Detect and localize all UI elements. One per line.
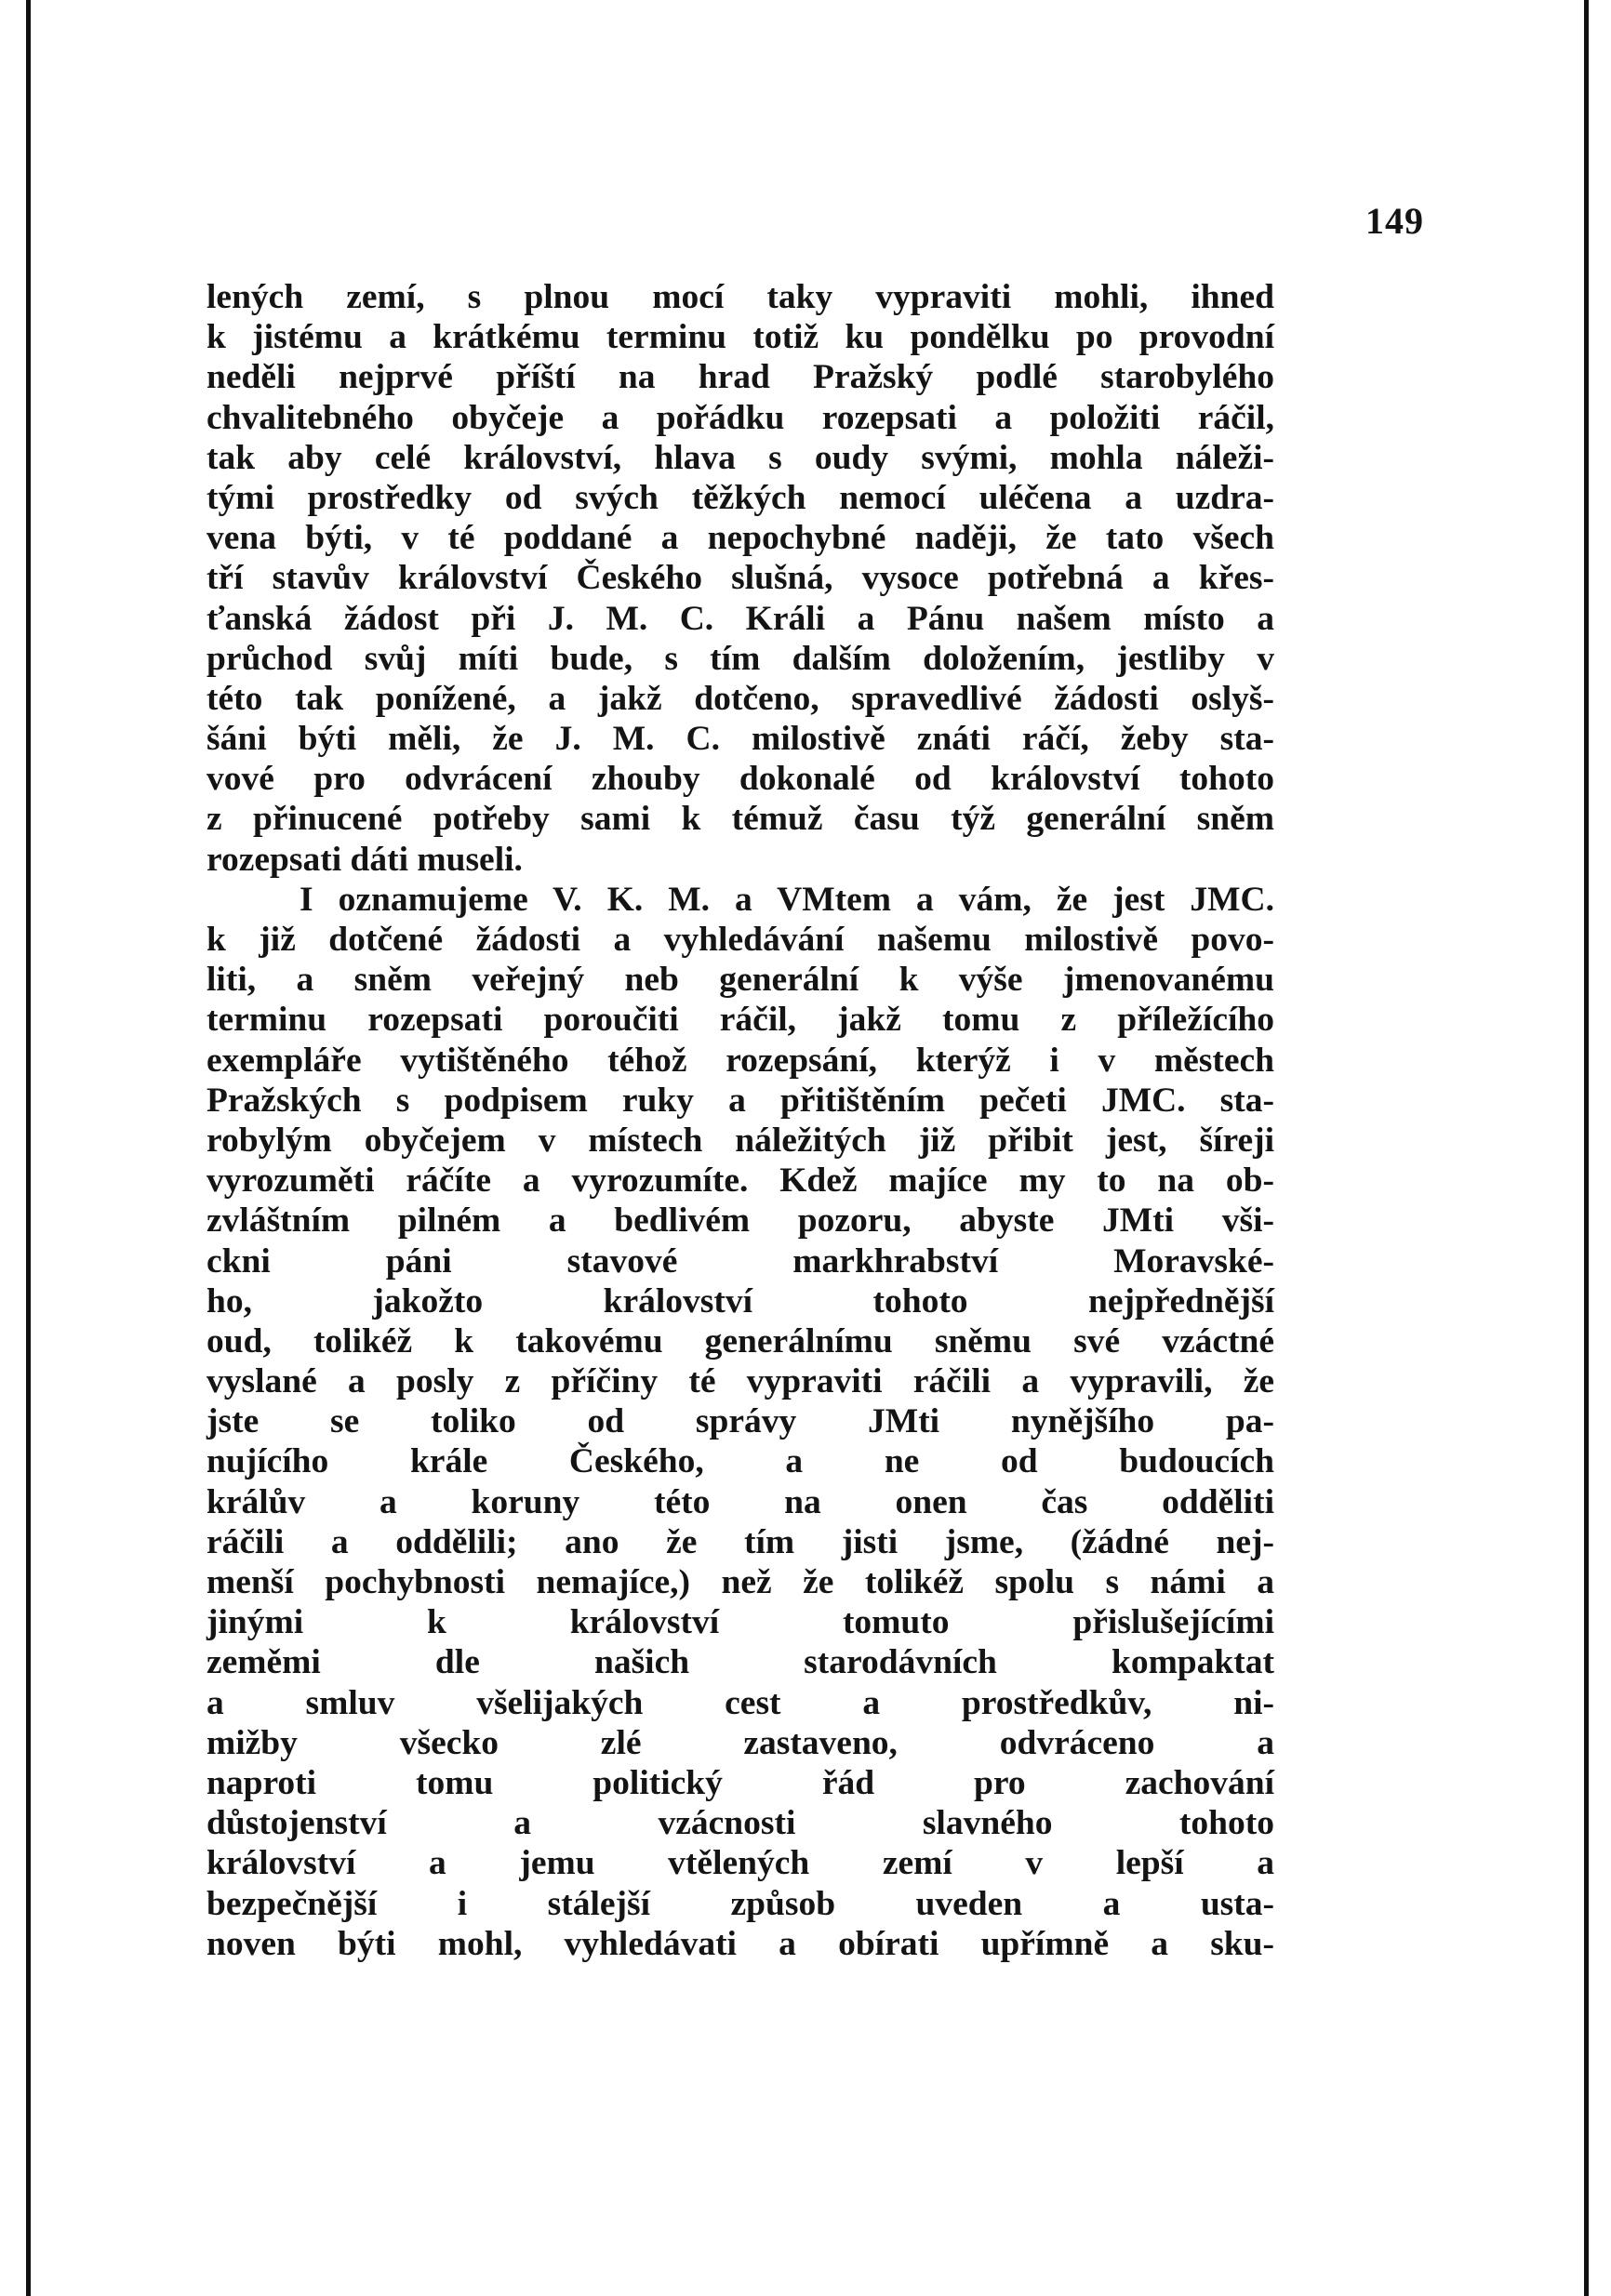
text-line: terminu rozepsati poroučiti ráčil, jakž tomu z příležícího [206,1001,1274,1040]
text-line: chvalitebného obyčeje a pořádku rozepsati a položiti ráčil, [206,398,1274,437]
text-line-paragraph-end: rozepsati dáti museli. [206,840,523,879]
text-line: vyrozuměti ráčíte a vyrozumíte. Kdež majíce my to na ob- [206,1161,1274,1201]
text-line: menší pochybnosti nemajíce,) než že tolikéž spolu s námi a [206,1563,1274,1601]
text-line: oud, tolikéž k takovému generálnímu sněmu své vzáctné [206,1321,1274,1360]
text-line: jinými k království tomuto přislušejícími [206,1603,1274,1642]
text-line: vena býti, v té poddané a nepochybné naději, že tato všech [206,519,1274,558]
text-line: robylým obyčejem v místech náležitých již přibit jest, šíreji [206,1121,1274,1160]
text-line: noven býti mohl, vyhledávati a obírati upřímně a sku- [206,1924,1274,1963]
text-line: důstojenství a vzácnosti slavného tohoto [206,1804,1274,1843]
text-line: neděli nejprvé příští na hrad Pražský podlé starobylého [206,358,1274,397]
text-line: bezpečnější i stálejší způsob uveden a usta- [206,1884,1274,1923]
text-line: mižby všecko zlé zastaveno, odvráceno a [206,1723,1274,1762]
text-line: ráčili a oddělili; ano že tím jisti jsme, (žádné nej- [206,1522,1274,1561]
text-line: k již dotčené žádosti a vyhledávání našemu milostivě povo- [206,921,1274,959]
body-text [206,277,1274,1964]
page-number: 149 [1365,200,1424,242]
text-line: ckni páni stavové markhrabství Moravské- [206,1241,1274,1281]
text-line: vové pro odvrácení zhouby dokonalé od království tohoto [206,760,1274,799]
text-line: zeměmi dle našich starodávních kompaktat [206,1643,1274,1682]
text-line: a smluv všelijakých cest a prostředkův, ni- [206,1683,1274,1722]
text-line: ho, jakožto království tohoto nejpřednější [206,1281,1274,1321]
text-line: jste se toliko od správy JMti nynějšího pa- [206,1402,1274,1441]
text-line: Pražských s podpisem ruky a přitištěním pečeti JMC. sta- [206,1081,1274,1120]
text-line: této tak ponížené, a jakž dotčeno, spravedlivé žádosti oslyš- [206,679,1274,718]
text-line: tří stavův království Českého slušná, vysoce potřebná a křes- [206,559,1274,598]
text-line: království a jemu vtělených zemí v lepší a [206,1844,1274,1883]
text-line: šáni býti měli, že J. M. C. milostivě znáti ráčí, žeby sta- [206,720,1274,759]
text-line: tými prostředky od svých těžkých nemocí uléčena a uzdra- [206,478,1274,517]
text-line: tak aby celé království, hlava s oudy svými, mohla náleži- [206,438,1274,477]
text-line: k jistému a krátkému terminu totiž ku pondělku po provodní [206,318,1274,357]
text-line: průchod svůj míti bude, s tím dalším doložením, jestliby v [206,639,1274,678]
text-line: vyslané a posly z příčiny té vypraviti ráčili a vypravili, že [206,1362,1274,1401]
text-line: naproti tomu politický řád pro zachování [206,1763,1274,1802]
text-line: nujícího krále Českého, a ne od budoucích [206,1442,1274,1481]
text-line: ťanská žádost při J. M. C. Králi a Pánu našem místo a [206,599,1274,638]
text-line: zvláštním pilném a bedlivém pozoru, abyste JMti vši- [206,1201,1274,1241]
text-line-paragraph-start: I oznamujeme V. K. M. a VMtem a vám, že jest JMC. [300,880,1274,919]
text-line: králův a koruny této na onen čas odděliti [206,1482,1274,1521]
right-edge-rule [1584,0,1589,2296]
text-line: z přinucené potřeby sami k témuž času týž generální sněm [206,800,1274,839]
text-line: lených zemí, s plnou mocí taky vypraviti mohli, ihned [206,278,1274,316]
text-line: liti, a sněm veřejný neb generální k výše jmenovanému [206,961,1274,1000]
left-edge-rule [26,0,31,2296]
text-line: exempláře vytištěného téhož rozepsání, kterýž i v městech [206,1041,1274,1080]
